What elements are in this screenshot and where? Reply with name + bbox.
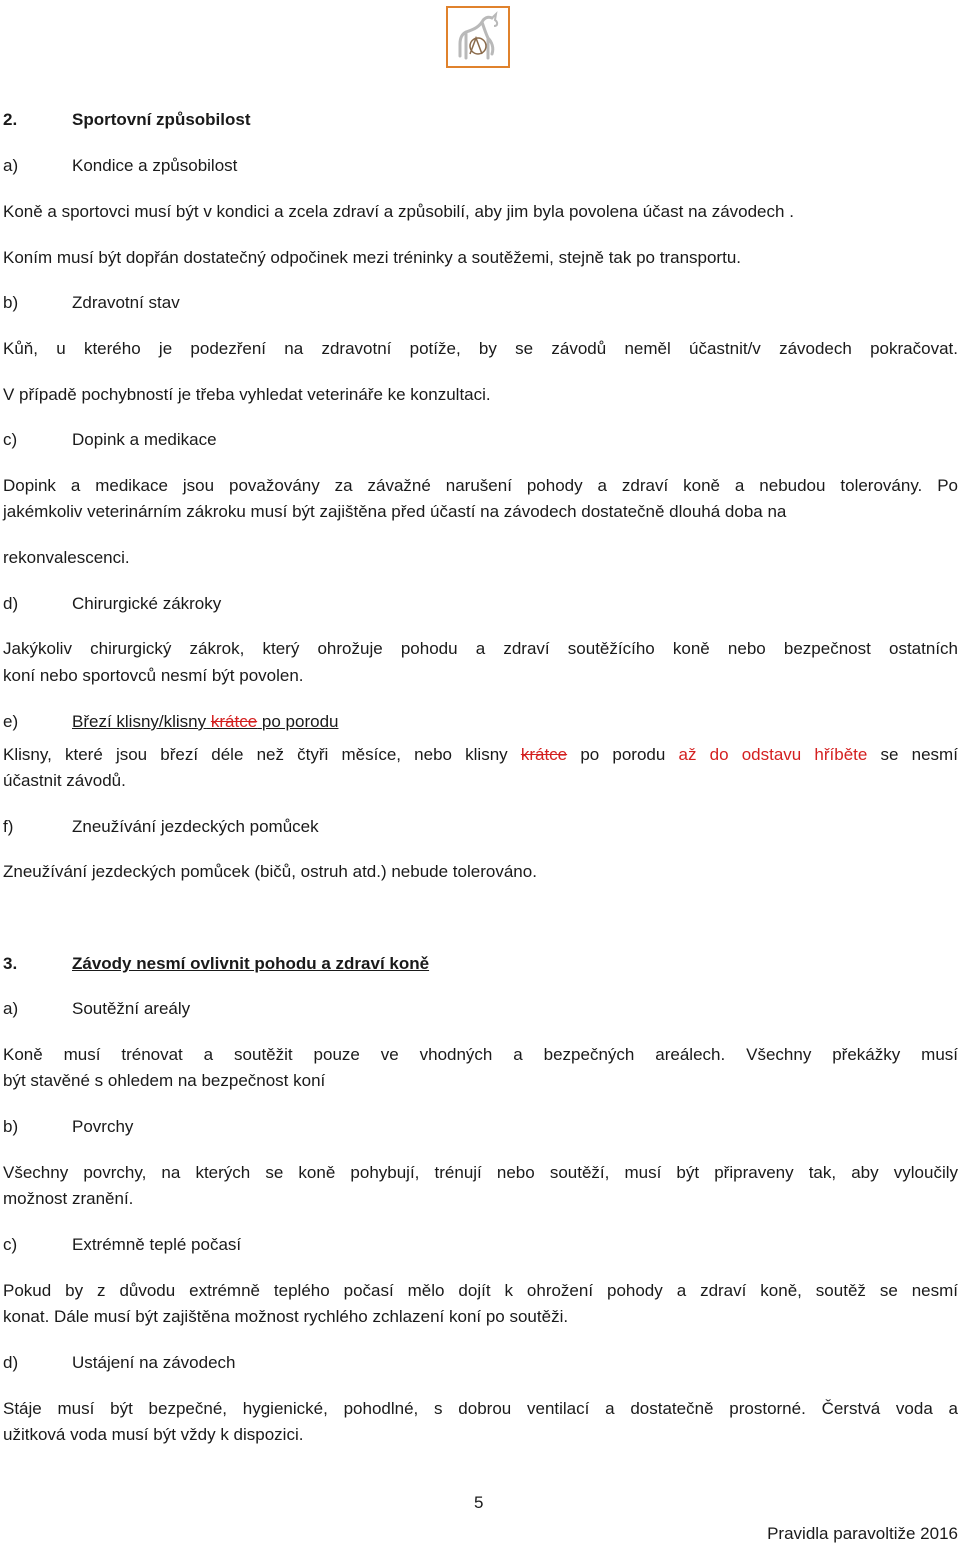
paragraph-line: užitková voda musí být vždy k dispozici. [3, 1425, 304, 1444]
subsection-c-label: c) [3, 430, 18, 449]
subsection-c-label: c) [3, 1235, 18, 1254]
text-part: se nesmí [880, 745, 958, 764]
subsection-b-label: b) [3, 293, 19, 312]
paragraph-line: Koním musí být dopřán dostatečný odpočinek mezi tréninky a soutěžemi, stejně tak po transportu. [3, 248, 741, 267]
subsection-b-label: b) [3, 1117, 19, 1136]
subsection-c-title: Dopink a medikace [72, 430, 217, 449]
paragraph-line: Koně musí trénovat a soutěžit pouze ve vhodných a bezpečných areálech. Všechny překážky musí [3, 1045, 958, 1064]
paragraph-line [3, 744, 958, 766]
subsection-b-title: Povrchy [72, 1117, 134, 1136]
subsection-c-title: Extrémně teplé počasí [72, 1235, 242, 1254]
struck-word: krátce [520, 745, 568, 764]
paragraph-line: jakémkoliv veterinárním zákroku musí být zajištěna před účastí na závodech dostatečně dlouhá doba na [3, 502, 787, 521]
paragraph-line: konat. Dále musí být zajištěna možnost rychlého zchlazení koní po soutěži. [3, 1307, 569, 1326]
paragraph-line: Jakýkoliv chirurgický zákrok, který ohrožuje pohodu a zdraví soutěžícího koně nebo bezpečnost ostatních [3, 639, 958, 658]
page-footer: Pravidla paravoltiže 2016 [767, 1524, 958, 1543]
struck-word: krátce [210, 712, 258, 731]
subsection-d-label: d) [3, 594, 19, 613]
section-3-number: 3. [3, 954, 18, 973]
paragraph-line: Koně a sportovci musí být v kondici a zcela zdraví a způsobilí, aby jim byla povolena účast na závodech . [3, 202, 794, 221]
section-3-title: Závody nesmí ovlivnit pohodu a zdraví koně [72, 954, 430, 973]
paragraph-line: být stavěné s ohledem na bezpečnost koní [3, 1071, 326, 1090]
subsection-d-label: d) [3, 1353, 19, 1372]
paragraph-line: Kůň, u kterého je podezření na zdravotní potíže, by se závodů neměl účastnit/v závodech pokračovat. [3, 339, 958, 358]
paragraph-line: rekonvalescenci. [3, 548, 130, 567]
title-part: po porodu [261, 712, 339, 731]
paragraph-line: Dopink a medikace jsou považovány za závažné narušení pohody a zdraví koně a nebudou tolerovány. Po [3, 476, 958, 495]
section-2-title: Sportovní způsobilost [72, 110, 251, 129]
section-2-number: 2. [3, 110, 18, 129]
subsection-f-title: Zneužívání jezdeckých pomůcek [72, 817, 319, 836]
subsection-d-title: Chirurgické zákroky [72, 594, 222, 613]
subsection-a-title: Soutěžní areály [72, 999, 191, 1018]
paragraph-line: Všechny povrchy, na kterých se koně pohybují, trénují nebo soutěží, musí být připraveny tak, aby vyloučily [3, 1163, 958, 1182]
subsection-a-title: Kondice a způsobilost [72, 156, 238, 175]
paragraph-line: koní nebo sportovců nesmí být povolen. [3, 666, 304, 685]
title-part: Březí klisny/klisny [72, 712, 207, 731]
page-number: 5 [474, 1493, 484, 1512]
subsection-b-title: Zdravotní stav [72, 293, 180, 312]
subsection-f-label: f) [3, 817, 14, 836]
paragraph-line: V případě pochybností je třeba vyhledat veterináře ke konzultaci. [3, 385, 491, 404]
subsection-a-label: a) [3, 156, 19, 175]
paragraph-line: Zneužívání jezdeckých pomůcek (bičů, ostruh atd.) nebude tolerováno. [3, 862, 537, 881]
paragraph-line: Pokud by z důvodu extrémně teplého počasí mělo dojít k ohrožení pohody a zdraví koně, soutěž se nesmí [3, 1281, 958, 1300]
text-part: Klisny, které jsou březí déle než čtyři měsíce, nebo klisny [3, 745, 508, 764]
subsection-a-label: a) [3, 999, 19, 1018]
paragraph-line: účastnit závodů. [3, 771, 126, 790]
subsection-e-title [72, 711, 338, 733]
text-part: po porodu [580, 745, 666, 764]
subsection-e-label: e) [3, 712, 19, 731]
inserted-text: až do odstavu hříběte [678, 745, 868, 764]
paragraph-line: možnost zranění. [3, 1189, 134, 1208]
horse-logo-icon [446, 6, 510, 68]
subsection-d-title: Ustájení na závodech [72, 1353, 236, 1372]
paragraph-line: Stáje musí být bezpečné, hygienické, pohodlné, s dobrou ventilací a dostatečně prostorné. Čerstvá voda a [3, 1399, 958, 1418]
